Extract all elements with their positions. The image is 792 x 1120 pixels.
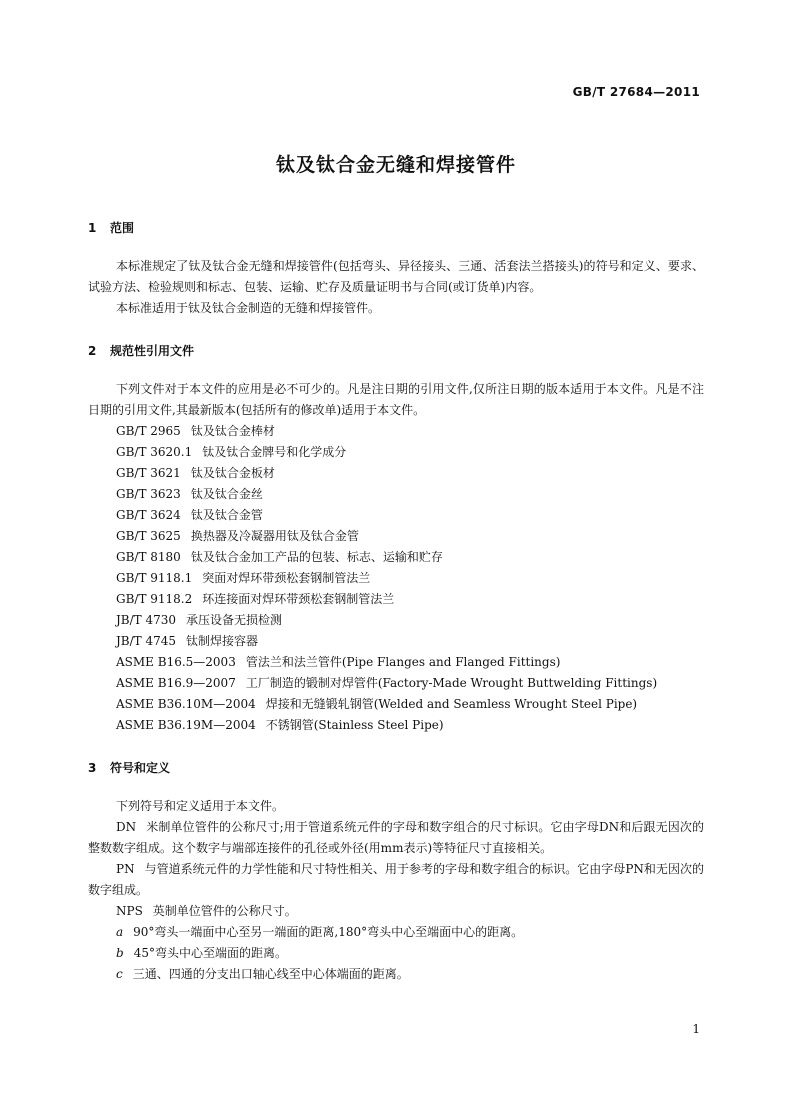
scope-paragraph: 本标准规定了钛及钛合金无缝和焊接管件(包括弯头、异径接头、三通、活套法兰搭接头)的符号和定义、要求、试验方法、检验规则和标志、包装、运输、贮存及质量证明书与合同(或订货单)内容。	[88, 259, 704, 294]
reference-code: ASME B36.19M—2004	[116, 718, 256, 732]
reference-code: GB/T 3624	[116, 508, 181, 522]
reference-title: 钛及钛合金加工产品的包装、标志、运输和贮存	[190, 550, 443, 564]
definition-list	[88, 817, 704, 985]
reference-title: 钛及钛合金牌号和化学成分	[202, 445, 347, 459]
reference-title: 焊接和无缝锻轧钢管(Welded and Seamless Wrought Steel Pipe)	[265, 697, 638, 711]
reference-title: 钛及钛合金板材	[190, 466, 275, 480]
document-title: 钛及钛合金无缝和焊接管件	[275, 154, 516, 176]
reference-item	[88, 673, 704, 694]
definition-symbol: PN	[116, 862, 135, 876]
reference-item	[88, 442, 704, 463]
reference-item	[88, 652, 704, 673]
reference-item	[88, 568, 704, 589]
reference-code: GB/T 3625	[116, 529, 181, 543]
scope-paragraph: 本标准适用于钛及钛合金制造的无缝和焊接管件。	[116, 301, 381, 315]
reference-title: 管法兰和法兰管件(Pipe Flanges and Flanged Fittings)	[245, 655, 561, 669]
definition-symbol: DN	[116, 820, 137, 834]
definition-item	[88, 817, 704, 859]
reference-code: GB/T 3621	[116, 466, 181, 480]
reference-code: GB/T 2965	[116, 424, 181, 438]
definition-item	[88, 943, 704, 964]
reference-item	[88, 463, 704, 484]
definition-text: 英制单位管件的公称尺寸。	[152, 904, 297, 918]
reference-code: ASME B36.10M—2004	[116, 697, 256, 711]
reference-title: 换热器及冷凝器用钛及钛合金管	[190, 529, 359, 543]
reference-list	[88, 421, 704, 736]
reference-code: ASME B16.5—2003	[116, 655, 236, 669]
reference-item	[88, 484, 704, 505]
definitions-intro: 下列符号和定义适用于本文件。	[116, 799, 285, 813]
definition-symbol: a	[116, 925, 124, 939]
section-1-heading	[88, 218, 704, 238]
section-number: 1	[88, 221, 97, 235]
reference-item	[88, 694, 704, 715]
definition-text: 与管道系统元件的力学性能和尺寸特性相关、用于参考的字母和数字组合的标识。它由字母PN和无因次的数字组成。	[88, 862, 704, 897]
references-intro: 下列文件对于本文件的应用是必不可少的。凡是注日期的引用文件,仅所注日期的版本适用于本文件。凡是不注日期的引用文件,其最新版本(包括所有的修改单)适用于本文件。	[88, 382, 704, 417]
section-title: 范围	[110, 221, 135, 235]
reference-code: GB/T 3623	[116, 487, 181, 501]
reference-title: 钛制焊接容器	[186, 634, 259, 648]
reference-item	[88, 610, 704, 631]
reference-item	[88, 715, 704, 736]
reference-title: 工厂制造的锻制对焊管件(Factory-Made Wrought Buttwelding Fittings)	[245, 676, 658, 690]
reference-title: 钛及钛合金管	[190, 508, 263, 522]
reference-item	[88, 526, 704, 547]
reference-code: GB/T 9118.2	[116, 592, 193, 606]
page-number: 1	[692, 1022, 700, 1036]
reference-item	[88, 421, 704, 442]
reference-title: 钛及钛合金棒材	[190, 424, 275, 438]
reference-code: JB/T 4730	[116, 613, 177, 627]
definition-text: 三通、四通的分支出口轴心线至中心体端面的距离。	[132, 967, 409, 981]
section-number: 2	[88, 344, 97, 358]
definition-symbol: NPS	[116, 904, 143, 918]
reference-code: ASME B16.9—2007	[116, 676, 236, 690]
reference-item	[88, 631, 704, 652]
reference-code: GB/T 9118.1	[116, 571, 193, 585]
reference-title: 不锈钢管(Stainless Steel Pipe)	[265, 718, 444, 732]
definition-item	[88, 922, 704, 943]
reference-item	[88, 505, 704, 526]
definition-item	[88, 859, 704, 901]
document-body	[88, 218, 704, 985]
standard-number: GB/T 27684—2011	[572, 85, 700, 99]
definition-item	[88, 901, 704, 922]
definition-symbol: b	[116, 946, 124, 960]
section-title: 符号和定义	[110, 761, 171, 775]
reference-code: GB/T 8180	[116, 550, 181, 564]
reference-code: GB/T 3620.1	[116, 445, 193, 459]
reference-title: 承压设备无损检测	[186, 613, 283, 627]
section-2-heading	[88, 341, 704, 361]
section-3-heading	[88, 758, 704, 778]
reference-title: 突面对焊环带颈松套钢制管法兰	[202, 571, 371, 585]
reference-item	[88, 547, 704, 568]
reference-code: JB/T 4745	[116, 634, 177, 648]
definition-symbol: c	[116, 967, 123, 981]
reference-title: 环连接面对焊环带颈松套钢制管法兰	[202, 592, 395, 606]
section-number: 3	[88, 761, 97, 775]
definition-text: 45°弯头中心至端面的距离。	[133, 946, 287, 960]
section-title: 规范性引用文件	[110, 344, 195, 358]
definition-text: 米制单位管件的公称尺寸;用于管道系统元件的字母和数字组合的尺寸标识。它由字母DN和后跟无因次的整数数字组成。这个数字与端部连接件的孔径或外径(用mm表示)等特征尺寸直接相关。	[88, 820, 704, 855]
definition-item	[88, 964, 704, 985]
reference-item	[88, 589, 704, 610]
definition-text: 90°弯头一端面中心至另一端面的距离,180°弯头中心至端面中心的距离。	[133, 925, 524, 939]
reference-title: 钛及钛合金丝	[190, 487, 263, 501]
